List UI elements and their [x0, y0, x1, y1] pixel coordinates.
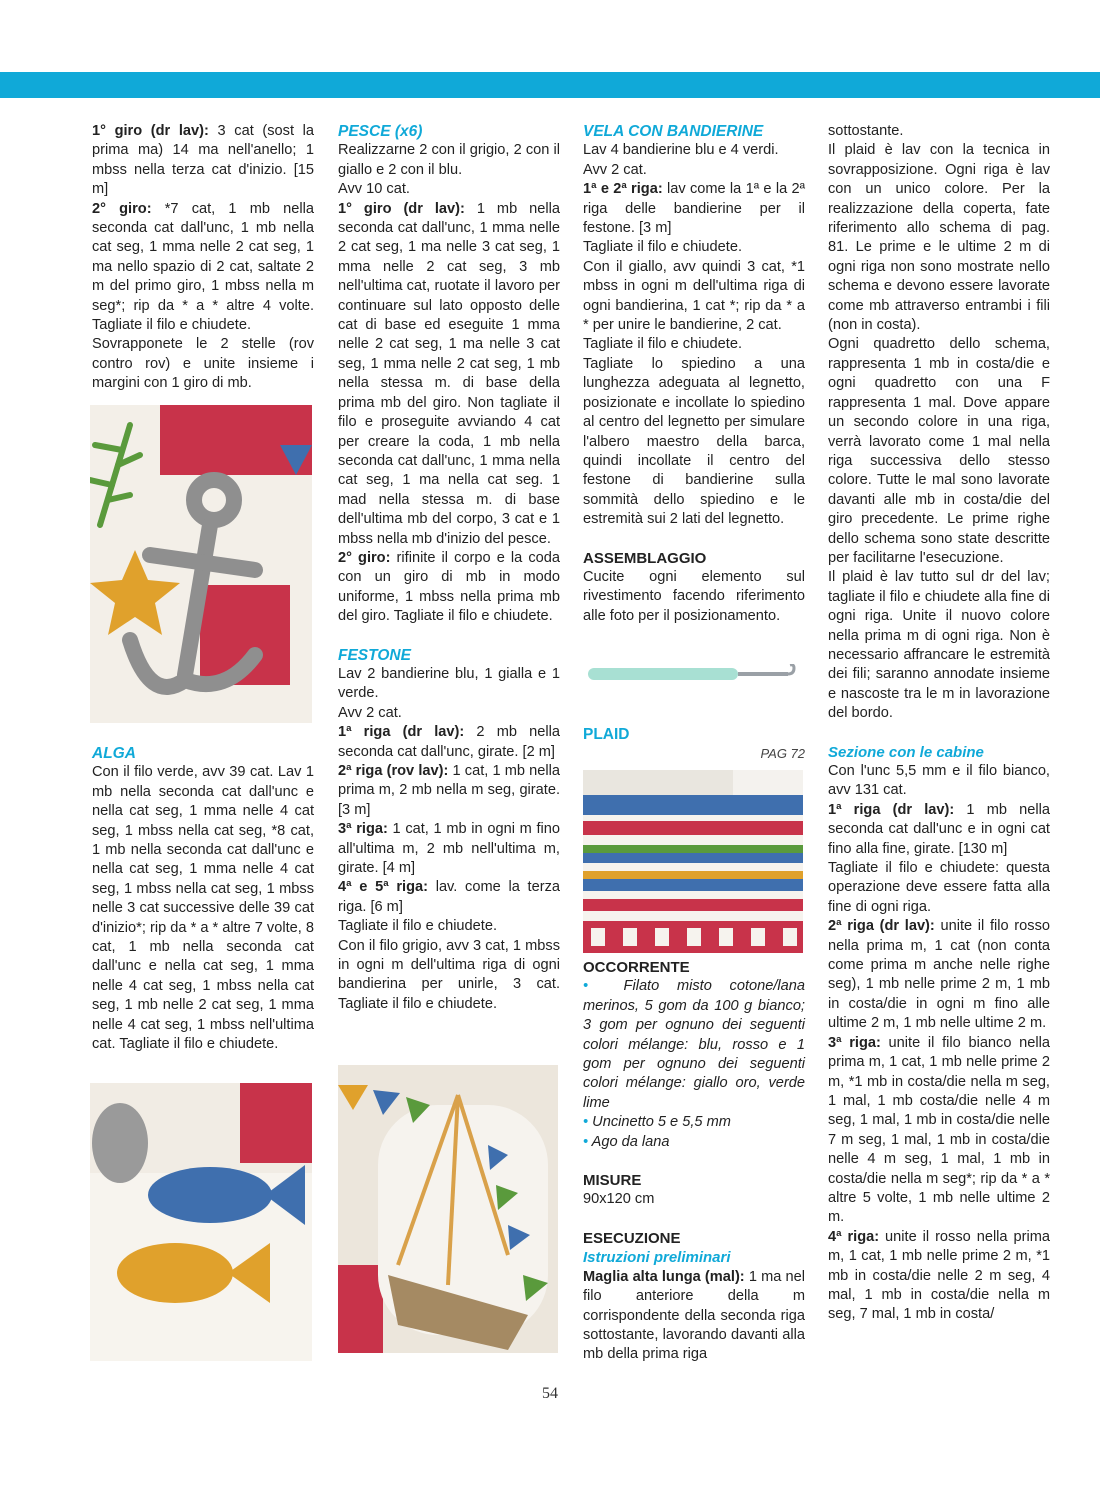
paragraph: 3ª riga: unite il filo bianco nella prima m, 1 cat, 1 mb nelle prime 2 m, *1 mb in costa/die nella m seg, 1 mal, 1 mb costa/die nelle 4 m seg, 1 mal, 1 mb in costa/die nelle 7 m seg, 1 mal, 1 mb in costa/die nelle 4 m seg, 1 mal, 1 mb in costa/die nella m seg*; rip da * a * altre 5 volte, 1 mb nelle ultime 2 m. — [828, 1034, 1050, 1226]
materials-item: • Filato misto cotone/lana merinos, 5 gom da 100 g bianco; 3 gom per ognuno dei seguenti colori mélange: blu, rosso e 1 gom per ognuno dei seguenti colori mélange: giallo oro, verde lime — [583, 978, 805, 1111]
paragraph: Il plaid è lav con la tecnica in sovrapposizione. Ogni riga è lav con un unico colore. Per la realizzazione della coperta, fate riferimento allo schema di pag. 81. Le prime e le ultime 2 m di ogni riga non sono mostrate nello schema e devono essere lavorate come mb attraverso entrambi i fili (non in costa). — [828, 142, 1050, 334]
fish-illustration — [90, 1083, 312, 1361]
paragraph: Tagliate il filo e chiudete. — [583, 336, 743, 353]
paragraph: 2ª riga (dr lav): unite il filo rosso nella prima m, 1 cat (non conta come prima m anche nelle righe seg), 1 mb nelle prime 2 m, 1 mb in costa/die in ogni m fino alle ultime 2 m, 1 mb nelle ultime 2 m. — [828, 918, 1050, 1032]
bullet-icon: • — [583, 1114, 589, 1131]
paragraph: 2ª riga (rov lav): 1 cat, 1 mb nella prima m, 2 mb nella m seg, girate. [3 m] — [338, 763, 560, 818]
paragraph: Lav 4 bandierine blu e 4 verdi. — [583, 142, 779, 159]
anchor-photo — [90, 405, 312, 723]
paragraph: Sovrapponete le 2 stelle (rov contro rov) e unite insieme i margini con 1 giro di mb. — [92, 336, 314, 392]
paragraph: 3ª riga: 1 cat, 1 mb in ogni m fino all'ultima m, 2 mb nell'ultima m, girate. [4 m] — [338, 821, 561, 877]
plaid-details — [583, 958, 805, 1365]
paragraph: 1ª e 2ª riga: lav come la 1ª e la 2ª riga delle bandierine per il festone. [3 m] — [583, 181, 805, 237]
paragraph: Realizzarne 2 con il grigio, 2 con il giallo e 2 con il blu. — [338, 142, 560, 178]
misure-heading: MISURE — [583, 1172, 642, 1190]
column-1-lower — [92, 744, 314, 1055]
paragraph: 1ª riga (dr lav): 2 mb nella seconda cat dall'unc, girate. [2 m] — [338, 724, 560, 760]
bullet-icon: • — [583, 1133, 589, 1150]
sailboat-photo — [338, 1065, 558, 1353]
festone-heading: FESTONE — [338, 646, 411, 664]
column-2 — [338, 122, 560, 1014]
paragraph: 1ª riga (dr lav): 1 mb nella seconda cat dall'unc e in ogni cat fino alla fine, girate. [130 m] — [828, 801, 1050, 857]
page-reference: PAG 72 — [760, 746, 805, 762]
alga-heading: ALGA — [92, 745, 136, 762]
paragraph: Con il filo grigio, avv 3 cat, 1 mbss in ogni m dell'ultima riga di ogni bandierina per unirle, 3 cat. Tagliate il filo e chiudete. — [338, 937, 560, 1012]
sezione-heading: Sezione con le cabine — [828, 743, 984, 761]
paragraph: Tagliate il filo e chiudete: questa operazione deve essere fatta alla fine di ogni riga. — [828, 860, 1050, 915]
paragraph: Lav 2 bandierine blu, 1 gialla e 1 verde. — [338, 665, 560, 702]
anchor-illustration — [90, 405, 312, 723]
istruzioni-heading: Istruzioni preliminari — [583, 1249, 731, 1267]
paragraph: Maglia alta lunga (mal): 1 ma nel filo anteriore della m corrispondente della seconda riga sottostante, lavorando davanti alla mb della prima riga — [583, 1268, 805, 1363]
crochet-hook-icon — [588, 664, 800, 686]
column-4 — [828, 122, 1050, 1325]
paragraph: 2° giro: *7 cat, 1 mb nella seconda cat dall'unc, 1 mb nella cat seg, 1 mma nelle 2 cat seg, 1 ma nello spazio di 2 cat, saltate 2 m del primo giro, 1 mbss nella m seg*; rip da * a * altre 4 volte. Tagliate il filo e chiudete. — [92, 200, 314, 334]
occorrente-heading: OCCORRENTE — [583, 959, 690, 976]
paragraph: 1° giro (dr lav): 3 cat (sost la prima ma) 14 ma nell'anello; 1 mbss nella terza cat d'inizio. [15 m] — [92, 123, 314, 198]
plaid-photo — [583, 770, 803, 953]
paragraph: Avv 2 cat. — [338, 704, 402, 721]
plaid-heading: PLAID — [583, 726, 630, 743]
sailboat-illustration — [338, 1065, 558, 1353]
paragraph: Tagliate lo spiedino a una lunghezza adeguata al legnetto, posizionate e incollate lo spiedino al centro del legnetto per simulare l'albero maestro della barca, quindi incollate il centro del festone di bandierine sulla sommità dello spiedino e le estremità sui 2 lati del legnetto. — [583, 355, 805, 528]
paragraph: Avv 10 cat. — [338, 181, 410, 198]
paragraph: 90x120 cm — [583, 1191, 655, 1208]
plaid-section — [583, 725, 805, 764]
materials-item: • Ago da lana — [583, 1133, 670, 1150]
pesce-heading: PESCE (x6) — [338, 123, 423, 140]
top-accent-bar — [0, 72, 1100, 98]
column-1 — [92, 122, 314, 394]
assemblaggio-heading: ASSEMBLAGGIO — [583, 549, 707, 567]
materials-item: • Uncinetto 5 e 5,5 mm — [583, 1114, 731, 1131]
paragraph: 2° giro: rifinite il corpo e la coda con un giro di mb in modo uniforme, 1 mbss nella prima mb del giro. Tagliate il filo e chiudete. — [338, 549, 560, 625]
paragraph: Tagliate il filo e chiudete. — [583, 239, 743, 256]
paragraph: sottostante. — [828, 123, 904, 139]
paragraph: Con il giallo, avv quindi 3 cat, *1 mbss in ogni m dell'ultima riga di ogni bandierina, 1 cat *; rip da * a * per unire le bandierine, 2 cat. — [583, 258, 805, 334]
bullet-icon: • — [583, 978, 589, 995]
paragraph: Avv 2 cat. — [583, 161, 647, 178]
paragraph: Ogni quadretto dello schema, rappresenta 1 mb in costa/die e ogni quadretto con una F rappresenta 1 mal. Dove appare un secondo colore in una riga, verrà lavorato come 1 mal nella riga successiva dello stesso colore. Tutte le mal sono lavorate davanti alle mb in costa/die del giro precedente. Le prime righe dello schema sono state descritte per facilitarne l'esecuzione. — [828, 336, 1050, 566]
paragraph: Con l'unc 5,5 mm e il filo bianco, avv 131 cat. — [828, 763, 1050, 799]
paragraph: 1° giro (dr lav): 1 mb nella seconda cat dall'unc, 1 mma nelle 2 cat seg, 1 ma nelle 3 cat seg, 1 mma nelle 2 cat seg, 3 mb nell'ultima cat, ruotate il lavoro per continuare sul lato opposto delle cat di base ed eseguite 1 mma nelle 2 cat seg, 1 ma nelle 3 cat seg, 1 mma nelle 2 cat seg, 1 mb nella stessa m. di base della prima mb del giro. Non tagliate il filo e proseguite avviando 4 cat per creare la coda, 1 mb nella seconda cat dall'unc, 1 mma nella cat seg, 1 ma nella cat seg. 1 mad nella stessa m. di base dell'ultima mb del corpo, 3 cat e 1 mbss nella mb d'inizio del pesce. — [338, 200, 560, 547]
vela-heading: VELA CON BANDIERINE — [583, 123, 764, 140]
paragraph: Tagliate il filo e chiudete. — [338, 918, 498, 935]
paragraph: Cucite ogni elemento sul rivestimento facendo riferimento alle foto per il posizionamento. — [583, 568, 805, 624]
esecuzione-heading: ESECUZIONE — [583, 1229, 681, 1247]
plaid-illustration — [583, 770, 803, 953]
fish-photo — [90, 1083, 312, 1361]
paragraph: 4ª riga: unite il rosso nella prima m, 1 cat, 1 mb nelle prime 2 m, *1 mb in costa/die nelle 2 m seg, 4 mal, 1 mb in costa/die nella m seg, 7 mal, 1 mb in costa/ — [828, 1228, 1050, 1323]
paragraph: Il plaid è lav tutto sul dr del lav; tagliate il filo e chiudete alla fine di ogni riga. Unite il nuovo colore nella prima m di ogni riga. Non è necessario affrancare le estremità dei fili; saranno annodate insieme e nascoste tra le m in lavorazione del bordo. — [828, 569, 1050, 722]
paragraph: 4ª e 5ª riga: lav. come la terza riga. [6 m] — [338, 879, 560, 915]
alga-text: Con il filo verde, avv 39 cat. Lav 1 mb nella seconda cat dall'unc e nella cat seg, 1 mma nelle 4 cat seg, 1 mbss nella cat seg, *8 cat, 1 mb nella seconda cat dall'unc e nella cat seg, 1 mma nelle 4 cat seg, 1 mbss nella cat seg, 1 mbss nelle 3 cat successive delle 39 cat d'inizio*; rip da * a * altre 7 volte, 8 cat, 1 mb nella seconda cat dall'unc e nella cat seg, 1 mma nelle 4 cat seg, 1 mbss nella cat seg, 1 mb nelle 2 cat seg, 1 mma nelle 4 cat seg, 1 mbss nell'ultima cat. Tagliate il filo e chiudete. — [92, 764, 314, 1053]
page-number: 54 — [542, 1385, 558, 1402]
column-3 — [583, 122, 805, 626]
